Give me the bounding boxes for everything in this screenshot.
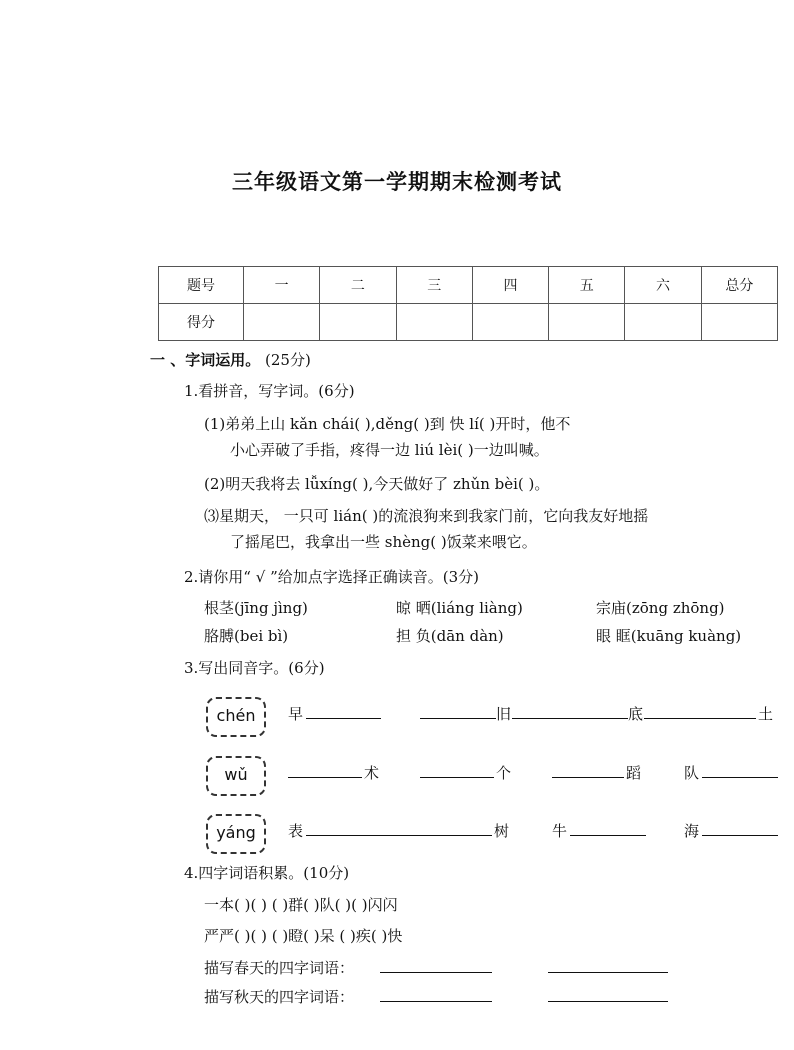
q3-char: 个 [496, 764, 512, 782]
answer-line[interactable] [552, 777, 624, 778]
q3-char: 早 [288, 705, 304, 723]
score-col-6: 六 [625, 267, 701, 304]
q2-option: 根茎(jīng jìng) [204, 599, 308, 617]
section-1-heading [150, 349, 311, 370]
q3-char: 表 [288, 822, 304, 840]
answer-line[interactable] [702, 777, 778, 778]
answer-line[interactable] [548, 1001, 668, 1002]
q4-row-2: 严严( )( ) ( )瞪( )呆 ( )疾( )快 [204, 927, 403, 945]
score-col-total: 总分 [701, 267, 777, 304]
answer-line[interactable] [420, 777, 494, 778]
q2-option: 晾 晒(liáng liàng) [396, 599, 523, 617]
pinyin-badge-chen: chén [206, 697, 266, 737]
score-table [158, 266, 778, 341]
pinyin-badge-wu: wǔ [206, 756, 266, 796]
q3-char: 旧 [496, 705, 512, 723]
score-table-header-row [159, 267, 778, 304]
score-col-3: 三 [396, 267, 472, 304]
q4-spring-label: 描写春天的四字词语： [204, 959, 355, 977]
q1-line-5: 了摇尾巴，我拿出一些 shèng( )饭菜来喂它。 [230, 533, 537, 551]
score-cell[interactable] [244, 304, 320, 341]
q2-option: 宗庙(zōng zhōng) [596, 599, 725, 617]
answer-line[interactable] [548, 972, 668, 973]
score-cell[interactable] [396, 304, 472, 341]
q4-row-1: 一本( )( ) ( )群( )队( )( )闪闪 [204, 896, 398, 914]
score-table-score-row [159, 304, 778, 341]
answer-line[interactable] [306, 835, 492, 836]
q3-char: 树 [494, 822, 510, 840]
answer-line[interactable] [420, 718, 496, 719]
score-cell[interactable] [701, 304, 777, 341]
q3-char: 队 [684, 764, 700, 782]
score-col-4: 四 [472, 267, 548, 304]
q2-option: 担 负(dān dàn) [396, 627, 504, 645]
q3-char: 土 [758, 705, 774, 723]
answer-line[interactable] [512, 718, 628, 719]
answer-line[interactable] [570, 835, 646, 836]
answer-line[interactable] [702, 835, 778, 836]
q1-line-3: (2)明天我将去 lǚxíng( ),今天做好了 zhǔn bèi( )。 [204, 475, 550, 493]
score-cell[interactable] [625, 304, 701, 341]
q2-title: 2.请你用“ √ ”给加点字选择正确读音。(3分) [184, 568, 479, 586]
q2-option: 胳膊(bei bì) [204, 627, 289, 645]
score-table-row-label: 得分 [159, 304, 244, 341]
q3-char: 术 [364, 764, 380, 782]
q3-char: 牛 [552, 822, 568, 840]
q1-line-4: ⑶星期天， 一只可 lián( )的流浪狗来到我家门前，它向我友好地摇 [204, 507, 649, 525]
score-col-2: 二 [320, 267, 396, 304]
q1-title: 1.看拼音，写字词。(6分) [184, 382, 355, 400]
score-table-header-label: 题号 [159, 267, 244, 304]
answer-line[interactable] [288, 777, 362, 778]
section-1-title: 一 、字词运用。 [150, 351, 261, 369]
score-col-1: 一 [244, 267, 320, 304]
score-cell[interactable] [472, 304, 548, 341]
score-cell[interactable] [320, 304, 396, 341]
q2-option: 眼 眶(kuāng kuàng) [596, 627, 742, 645]
q3-char: 底 [628, 705, 644, 723]
score-cell[interactable] [549, 304, 625, 341]
answer-line[interactable] [380, 972, 492, 973]
q3-char: 蹈 [626, 764, 642, 782]
section-1-points: (25分) [265, 351, 311, 369]
q1-line-1: (1)弟弟上山 kǎn chái( ),děng( )到 快 lí( )开时，他不 [204, 415, 571, 433]
answer-line[interactable] [644, 718, 756, 719]
q1-line-2: 小心弄破了手指，疼得一边 liú lèi( )一边叫喊。 [230, 441, 549, 459]
page-title: 三年级语文第一学期期末检测考试 [232, 170, 562, 194]
q4-title: 4.四字词语积累。(10分) [184, 864, 350, 882]
q3-title: 3.写出同音字。(6分) [184, 659, 325, 677]
answer-line[interactable] [306, 718, 381, 719]
answer-line[interactable] [380, 1001, 492, 1002]
q3-char: 海 [684, 822, 700, 840]
pinyin-badge-yang: yáng [206, 814, 266, 854]
score-col-5: 五 [549, 267, 625, 304]
q4-autumn-label: 描写秋天的四字词语： [204, 988, 355, 1006]
